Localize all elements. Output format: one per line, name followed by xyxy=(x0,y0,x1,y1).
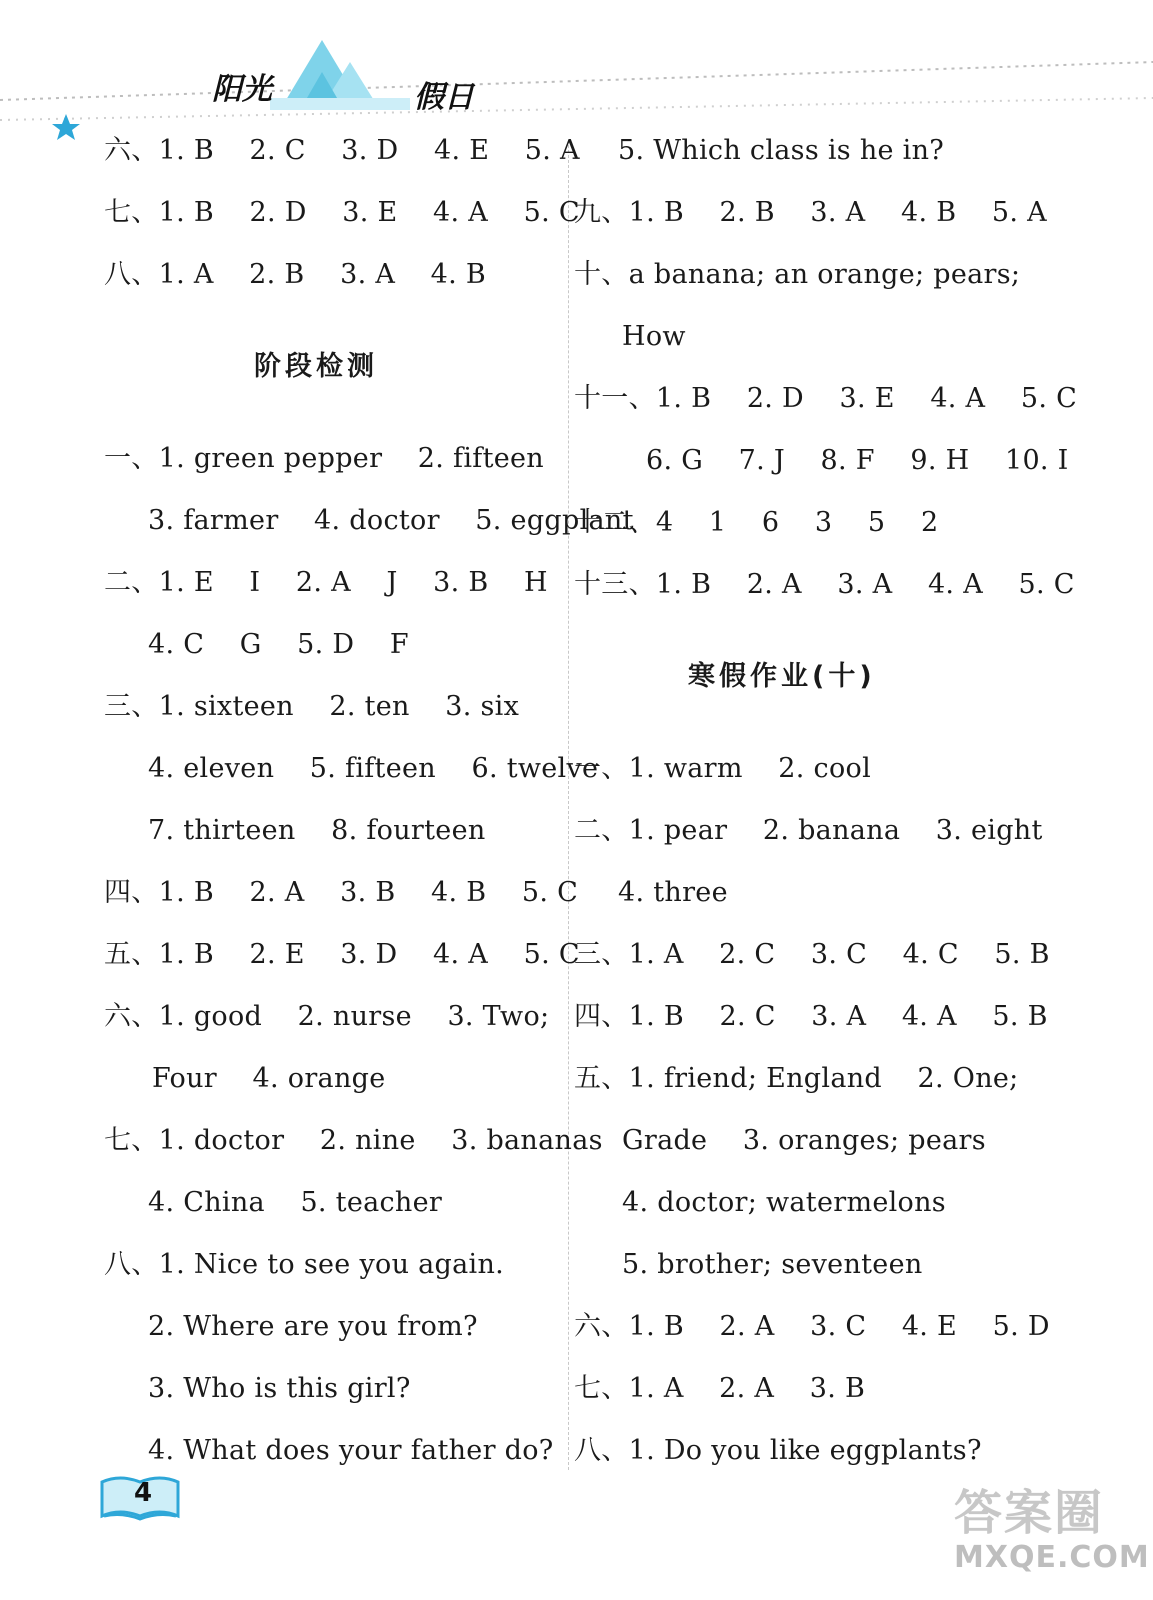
answer-line: 三、1. sixteen 2. ten 3. six xyxy=(104,691,520,722)
page-number-badge xyxy=(100,1472,180,1522)
answer-line: 一、1. warm 2. cool xyxy=(574,753,872,784)
answer-line: 4. C G 5. D F xyxy=(148,629,409,660)
section-heading: 阶段检测 xyxy=(254,351,378,382)
answer-line: 3. farmer 4. doctor 5. eggplant xyxy=(148,505,634,536)
header-decoration xyxy=(0,0,1153,140)
answer-line: 四、1. B 2. C 3. A 4. A 5. B xyxy=(574,1001,1048,1032)
answer-line: 四、1. B 2. A 3. B 4. B 5. C xyxy=(104,877,579,908)
watermark-text: 答案圈 xyxy=(954,1485,1105,1541)
answer-line: 八、1. A 2. B 3. A 4. B xyxy=(104,259,487,290)
watermark-url: MXQE.COM xyxy=(954,1540,1150,1575)
answer-line: 3. Who is this girl? xyxy=(148,1373,411,1404)
answer-line: 七、1. doctor 2. nine 3. bananas xyxy=(104,1125,603,1156)
answer-line: 十、a banana; an orange; pears; xyxy=(574,259,1021,290)
answer-line: 八、1. Nice to see you again. xyxy=(104,1249,505,1280)
answer-line: 九、1. B 2. B 3. A 4. B 5. A xyxy=(574,197,1047,228)
banner-title-right: 假日 xyxy=(414,80,474,115)
page-header xyxy=(0,0,1153,140)
answer-line: 6. G 7. J 8. F 9. H 10. I xyxy=(646,445,1069,476)
watermark-logo xyxy=(950,1470,1150,1590)
section-heading: 寒假作业(十) xyxy=(688,661,876,692)
answer-line: 十一、1. B 2. D 3. E 4. A 5. C xyxy=(574,383,1078,414)
answer-line: 七、1. B 2. D 3. E 4. A 5. C xyxy=(104,197,580,228)
star-icon xyxy=(52,114,80,140)
answer-line: 五、1. friend; England 2. One; xyxy=(574,1063,1019,1094)
page-number: 4 xyxy=(134,1478,153,1508)
answer-line: 2. Where are you from? xyxy=(148,1311,478,1342)
answer-line: 4. eleven 5. fifteen 6. twelve xyxy=(148,753,599,784)
answer-line: 4. doctor; watermelons xyxy=(622,1187,946,1218)
answer-line: 十二、4 1 6 3 5 2 xyxy=(574,507,939,538)
answer-line: 六、1. good 2. nurse 3. Two; xyxy=(104,1001,550,1032)
answer-line: 一、1. green pepper 2. fifteen xyxy=(104,443,544,474)
answer-line: 六、1. B 2. C 3. D 4. E 5. A xyxy=(104,135,580,166)
answer-line: 二、1. E I 2. A J 3. B H xyxy=(104,567,548,598)
answer-line: 4. three xyxy=(618,877,728,908)
answer-line: 三、1. A 2. C 3. C 4. C 5. B xyxy=(574,939,1050,970)
answer-line: 5. brother; seventeen xyxy=(622,1249,923,1280)
answer-line: 八、1. Do you like eggplants? xyxy=(574,1435,982,1466)
answer-line: 六、1. B 2. A 3. C 4. E 5. D xyxy=(574,1311,1050,1342)
banner-title-left: 阳光 xyxy=(212,72,272,107)
answer-line: 十三、1. B 2. A 3. A 4. A 5. C xyxy=(574,569,1075,600)
answer-line: 7. thirteen 8. fourteen xyxy=(148,815,486,846)
answer-line: 4. What does your father do? xyxy=(148,1435,554,1466)
answer-line: How xyxy=(622,321,686,352)
answer-line: Grade 3. oranges; pears xyxy=(622,1125,986,1156)
answer-line: 二、1. pear 2. banana 3. eight xyxy=(574,815,1043,846)
answer-line: 5. Which class is he in? xyxy=(618,135,945,166)
answer-line: Four 4. orange xyxy=(152,1063,386,1094)
answer-line: 七、1. A 2. A 3. B xyxy=(574,1373,866,1404)
answer-line: 4. China 5. teacher xyxy=(148,1187,443,1218)
column-divider xyxy=(568,140,569,1470)
answer-line: 五、1. B 2. E 3. D 4. A 5. C xyxy=(104,939,580,970)
